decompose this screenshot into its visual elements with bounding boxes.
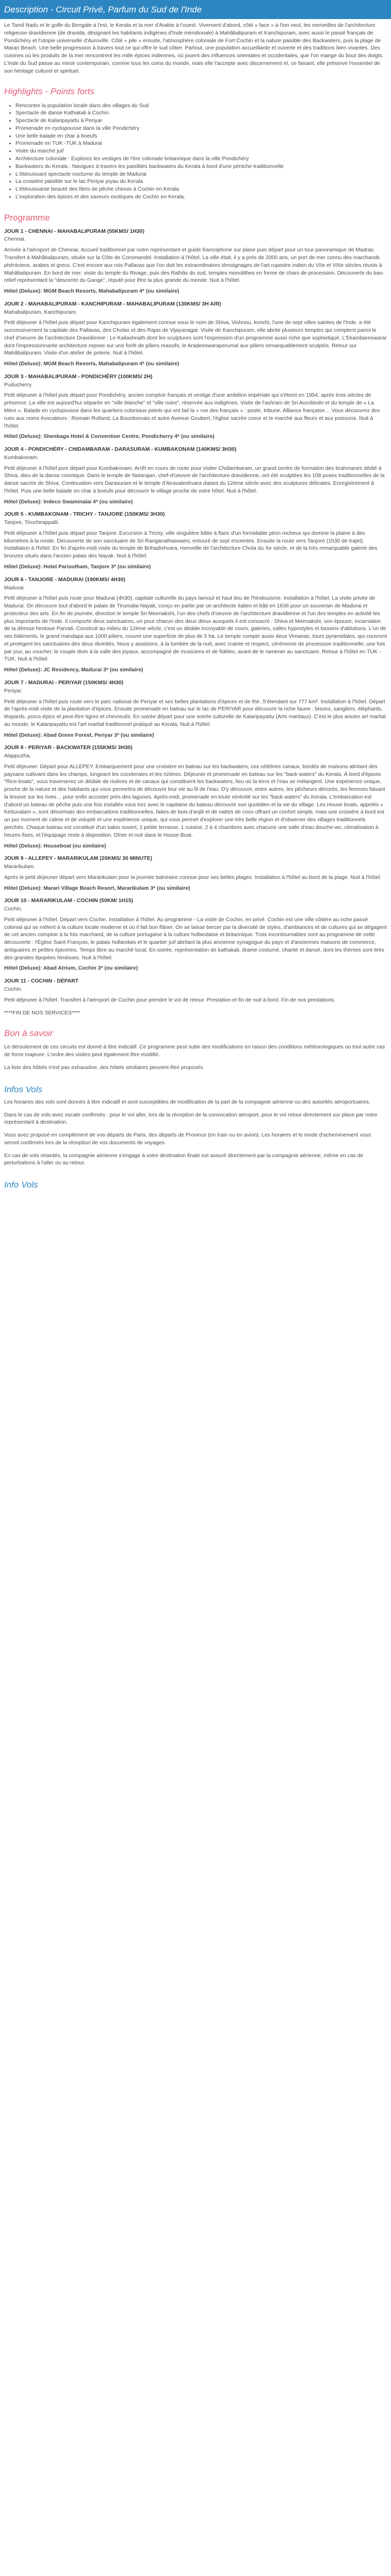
day-heading: JOUR 6 - TANJORE - MADURAI (190KMS/ 4H30) bbox=[4, 577, 125, 583]
day-block bbox=[4, 855, 387, 892]
day-city: Chennai. bbox=[4, 236, 26, 243]
day-city: Mahabalipuram, Kanchipuram. bbox=[4, 309, 77, 315]
day-description: Petit déjeuner à l'hôtel. Départ vers Cochin. Installation à l'hôtel. Au programme - La visite de Cochin, en privé. Cochin est une ville côtière au riche passé colonial qui se mêlent à la culture locale moderne et où il fait bon flâner. On se laisse bercer par la diversité de styles, d'ambiances et de cultures qui se dégagent de cet ancien comptoir à la fois marchand, de la culture portugaise à la culture hollandaise et britannique. Trois incontournables sont au programme de cette découverte : l'Église Saint François, le palais hollandais et le quartier juif abritant la plus ancienne synagogue du pays et d'anciennes maisons de commerce, antiquaires et petites épiceries. Temps libre au marché local. En soirée, représentation de kathakali, drame costumé, chanté et dansé, dont les thèmes sont tirés des grandes épopées hindoues. Nuit à l'hôtel. bbox=[4, 917, 387, 961]
flight-info-title-2: Info Vols bbox=[4, 1180, 38, 1190]
highlights-title: Highlights - Points forts bbox=[4, 87, 94, 97]
flight-info-paragraph: En cas de vols retardés, la compagnie aérienne s'engage à votre destination finale est assuré directement par la compagnie aérienne, même en cas de perturbations à l'aller ou au retour. bbox=[4, 1153, 364, 1166]
highlight-item: • Rencontre la population locale dans des villages du Sud bbox=[15, 103, 387, 110]
flight-info-section bbox=[4, 1099, 387, 1167]
day-block bbox=[4, 301, 387, 368]
page-title: Description - Circuit Privé, Parfum du Sud de l'Inde bbox=[0, 0, 391, 19]
day-block bbox=[4, 446, 387, 506]
highlight-item: • Architecture coloniale : Explorez les vestiges de l'ère coloniale britannique dans la ville Pondichéry bbox=[15, 156, 387, 163]
day-heading: JOUR 5 - KUMBAKONAM - TRICHY - TANJORE (150KMS/ 3H30) bbox=[4, 512, 165, 518]
day-block bbox=[4, 897, 387, 973]
end-note: ****FIN DE NOS SERVICES**** bbox=[4, 1010, 80, 1016]
highlight-item: • La croisière paisible sur le lac Periyar joyau du Kerala bbox=[15, 178, 387, 186]
day-block bbox=[4, 577, 387, 674]
good-to-know-paragraph: La liste des hôtels n'est pas exhaustive, des hôtels similaires peuvent être proposés bbox=[4, 1064, 203, 1071]
day-hotel: Hôtel (Deluxe): Marari Village Beach Resort, Mararikulam 3* (ou similaire) bbox=[4, 885, 190, 891]
day-city: Alappuzha. bbox=[4, 753, 31, 759]
day-city: Madurai. bbox=[4, 585, 25, 591]
day-block bbox=[4, 978, 387, 1004]
day-description: Petit déjeuner à l'hôtel. Transfert à l'aéroport de Cochin pour prendre le vol de retour. Prestation et fin de nuit à bord. Fin de nos prestations. bbox=[4, 997, 336, 1003]
day-hotel: Hôtel (Deluxe): MGM Beach Resorts, Mahabalipuram 4* (ou similaire) bbox=[4, 289, 180, 295]
day-hotel: Hôtel (Deluxe): Abad Atrium, Cochin 3* (ou similaire) bbox=[4, 965, 138, 972]
day-city: Puducherry. bbox=[4, 382, 33, 388]
highlight-item: • L'éblouissant spectacle nocturne du temple de Madurai bbox=[15, 171, 387, 179]
content bbox=[0, 22, 391, 1191]
day-hotel: Hôtel (Deluxe): Houseboat (ou similaire) bbox=[4, 843, 106, 849]
flight-info-paragraph: Vous avez proposé en complément de vos départs de Paris, des départs de Province (en train ou en avion). Les horaires et le mode d'acheminement vous seront confirmés lors de la réception de vos documents de voyages. bbox=[4, 1132, 371, 1146]
day-description: Petit déjeuner à l'hôtel puis route vers le parc national de Periyar et ses belles plantations d'épices et de thé. S'étendant sur 777 km². Installation à l'hôtel. Départ de l'après-midi visite de la plantation d'épices. Ensuite promenade en bateau sur le lac de PERIYAR pour découvrir la riche faune : bisons, sangliers, éléphants, léopards, porcs-épics et peut-être tigres et chevreuils. En soirée départ pour une soirée culturelle de Kalaripayattu (Arts martiaux). C'est le plus ancien art martial au monde, le Kalaripayattu est l'art martial traditionnel pratiqué au Kerala. Nuit à l'hôtel. bbox=[4, 699, 386, 727]
day-block bbox=[4, 680, 387, 739]
flight-info-paragraph: Dans le cas de vols avec escale confirmés : pour le vol aller, lors de la réception de la convocation aéroport, pour le vol retour directement sur place par notre représentant à destination. bbox=[4, 1112, 378, 1126]
highlight-item: • Promenade en cyclopousse dans la ville Pondichéry bbox=[15, 125, 387, 133]
day-hotel: Hôtel (Deluxe): Shenbaga Hotel & Convention Centre, Pondicherry 4* (ou similaire) bbox=[4, 434, 215, 440]
day-city: Cochin. bbox=[4, 906, 23, 912]
day-heading: JOUR 9 - ALLEPEY - MARARIKULAM (20KMS/ 30 MINUTE) bbox=[4, 856, 152, 862]
day-city: Kumbakonam. bbox=[4, 454, 39, 461]
day-hotel: Hôtel (Deluxe): MGM Beach Resorts, Mahabalipuram 4* (ou similaire) bbox=[4, 361, 180, 367]
day-city: Periyar. bbox=[4, 688, 23, 694]
highlight-item: • Spectacle de danse Kathakali à Cochin bbox=[15, 110, 387, 117]
page bbox=[0, 0, 391, 1194]
day-heading: JOUR 1 - CHENNAI - MAHABALIPURAM (55KMS/ 1H30) bbox=[4, 228, 144, 234]
day-description: Petit déjeuner à l'hôtel puis départ pour Kanchipuram également connue sous le nom de Shiva, Vishnou, konchi, l'une de sept villes saintes de l'Inde, a été successivement la capitale des Pallavas, des Cholas et des Rajas de Vijayanagar. Visite de Kanchipuram, elle abrite plusieurs temples qui comptent parmi le chef d'oeuvre de l'architecture Dravidienne : Le Kailashnath dont les sculptures sont l'expression d'un programme aussi riche que sophistiqué. L'Ekambareswarar dont l'impressionnante architecture repose sur une forêt de piliers massifs, le Aradeeswaraperumal aux piliers remarquablement sculptés. Retour sur Mahâbalipuram. Visite d'un atelier de poterie. Nuit à l'hôtel. bbox=[4, 320, 387, 357]
good-to-know-section bbox=[4, 1044, 387, 1072]
day-block bbox=[4, 744, 387, 850]
day-description: Petit déjeuner à l'hôtel puis départ pour Kumbakonam. Arrêt en cours de route pour visiter Chidambaram, un grand centre de formation des brahmanes dédié à Shiva, dieu de la danse cosmique. Dans le temple de Natarajan, chef-d'oeuvre de l'architecture dravidienne, ont été sculptées les 108 poses traditionnelles de la danse sacrée de Shiva. Continuation vers Darasuram et le temple d'Airavateshvara datant du 12ème siècle avec des sculptures délicates. Enregistrement à l'hôtel. Puis une belle balade en char à boeufs pour découvrir le village proche de votre hôtel. Nuit à l'hôtel. bbox=[4, 465, 385, 494]
day-description: Arrivée à l'aéroport de Chennai. Accueil traditionnel par notre représentant et guide francophone sur place puis départ pour un tour panoramique de Madras. Transfert à Mahâbalipuram, située sur la Côte de Coromandel. Installation à l'hôtel. La ville était, il y a près de 2000 ans, un port de mer connu des marchands phéniciens, arabes et grecs. C'est encore aux rois Pallavas que l'on doit les extraordinaires témoignages de l'art rupestre indien du VIIe et VIIIe siècles réunis à Mahâbalipuram. En bord de mer, visite du temple du Rivage, puis des Rathâs du sud, temples monolithes en forme de chars de procession. Découverte du bas-relief représentant la "descente du Gange", réputé pour être la plus grande du monde. Nuit à l'hôtel. bbox=[4, 247, 384, 284]
day-heading: JOUR 2 - MAHABALIPURAM - KANCHIPURAM - MAHABALIPURAM (130KMS/ 3H A/R) bbox=[4, 301, 221, 307]
flight-info-title: Infos Vols bbox=[4, 1084, 43, 1094]
day-hotel: Hôtel (Deluxe): Hotel Parisutham, Tanjore 3* (ou similaire) bbox=[4, 564, 151, 570]
day-description: Petit déjeuner à l'hôtel puis route pour Madurai (4h30), capitale culturelle du pays tamoul et haut lieu de l'hindouisme. Installation à l'hôtel. La visite privée de Madurai. On découvre tout d'abord le palais de Tirumalai Nayak, conçu en partie par un architecte italien et bâti en 1636 pour un souverain de Madurai et protecteur des arts. En fin de journée, direction le temple Sri Meenakshi, l'un des chefs d'oeuvre de l'architecture dravidienne et l'un des temples en activité les plus importants de l'Inde. Il comporte deux sanctuaires, un pour chacun des deux dieux auxquels il est consacré : Shiva et Meenakshi, son épouse, incarnation de la déesse hindoue Parvati. Construit au milieu du 12ème siècle, c'est un dédale incroyable de cours, galeries, salles hypostyles et bassins d'ablutions. L'un de ses bâtiments, le grand mandapa aux 1000 piliers, couvre une superficie de plus de 5 ha. Le temple compte aussi deux Vimanas, tours pyramidales, qui couvrent et protègent les sanctuaires des deux divinités. Nous y assistons, à la tombée de la nuit, avec crainte et respect, cérémonie de procession traditionnelle, une fois par jour, au coucher, le couple divin à la salle des joyaux, accompagné de musiciens et de fidèles, avant de le ramener au sanctuaire. Retour à l'hôtel en TUK -TUK. Nuit à l'hôtel. bbox=[4, 596, 387, 663]
day-heading: JOUR 10 - MARARIKULAM - COCHIN (50KM/ 1H15) bbox=[4, 898, 133, 904]
highlight-item: • Une belle balade en char à boeufs bbox=[15, 133, 387, 141]
good-to-know-title: Bon à savoir bbox=[4, 1028, 53, 1039]
day-heading: JOUR 3 - MAHABALIPURAM - PONDICHÉRY (100KMS/ 2H) bbox=[4, 374, 153, 380]
day-hotel: Hôtel (Deluxe): JC Residency, Madurai 3* (ou similaire) bbox=[4, 667, 143, 673]
day-description: Petit déjeuner. Départ pour ALLEPEY. Embarquement pour une croisière en bateau sur les backwaters, ces célèbres canaux, bordés de maisons abritant des paysans cultivant dans les champs, longeant les cocoteraies et les rizières. Déjeuner et promenade en bateau sur les "back waters" du Kerala. À bord d'épices "Rice-boats", vous traverserez un dédale de rivières et de canaux qui constituent les backwaters, lieu où la terre et l'eau se mélangent. Une expérience unique, proche de la nature et des habitants qui vous permettra de découvrir leur vie au fil de l'eau. D'y découvrir, entre autres, les pêcheurs décorés, les femmes faisant la lessive sur les rives… pour enfin accoster près des lagunes. Après-midi, promenade en toute sérénité sur les "back waters" du Kerala. L'embarcation est d'abord un bateau de pêche puis une fois installés vous irez avec le capitaine du bateau découvrir son quotidien et la vie du village. Les House boats, appelés « Kettuvalam », sont désormais des embarcations traditionnelles, faites de bois d'anjili et de nattes de coco offrant un confort simple, mais une croisière à bord est un pur moment de calme et de volupté et une expérience unique, qui vous permet d'explorer une très belle région et d'observer des villages traditionnels perchés. Chaque bateau est constitué d'un salon ouvert, 1 petite terrasse, 1 cuisine, 2 à 4 chambres avec chacune une salle d'eau douche-wc, climatisation à heures fixes, et l'équipage reste à disposition. Dîner et nuit dans le House Boat. bbox=[4, 764, 385, 838]
day-block bbox=[4, 374, 387, 441]
day-city: Cochin. bbox=[4, 987, 23, 992]
program-days bbox=[4, 228, 387, 1005]
day-description: Après le petit déjeuner départ vers Mararikulam pour la journée balnéaire connue pour ses belles plages. Installation à l'hôtel au bord de la plage. Nuit à l'hôtel. bbox=[4, 874, 382, 880]
day-hotel: Hôtel (Deluxe): Abad Green Forest, Periyar 3* (ou similaire) bbox=[4, 732, 154, 738]
highlight-item: • L'éblouissante beauté des filets de pêche chinois à Cochin en Kerala bbox=[15, 186, 387, 194]
highlight-item: • Promenade en TUK -TUK à Madurai bbox=[15, 140, 387, 148]
day-city: Tanjore, Tiruchirappalli. bbox=[4, 520, 59, 526]
good-to-know-paragraph: Le déroulement de ces circuits est donné à titre indicatif. Ce programme peut subir des modifications en raison des conditions météorologiques ou tout autre cas de force majeure. L'ordre des visites peut également être modifié. bbox=[4, 1044, 385, 1058]
day-heading: JOUR 4 - PONDICHÉRY - CHIDAMBARAM - DARASURAM - KUMBAKONAM (140KMS/ 3H30) bbox=[4, 447, 237, 453]
day-heading: JOUR 8 - PERIYAR - BACKWATER (155KMS/ 3H30) bbox=[4, 745, 133, 751]
highlight-item: • Visite du marché juif bbox=[15, 148, 387, 156]
day-heading: JOUR 7 - MADURAI - PERIYAR (150KMS/ 4H30) bbox=[4, 680, 124, 686]
highlight-item: • L'exploration des épices et des saveurs exotiques de Cochin en Kerala. bbox=[15, 194, 387, 201]
day-block bbox=[4, 228, 387, 296]
highlights-list bbox=[4, 103, 387, 201]
day-block bbox=[4, 511, 387, 571]
intro-paragraph: Le Tamil Nadu et le golfe du Bengale à l'est, le Kerala et la mer d'Arabie à l'ouest. Vivement d'abord, côté « face » à l'ion veut, les merveilles de l'architecture religieuse dravidienne (de dravida, désignant les habitants indigènes d'Inde méridionale) à Mahâbalipuram et Kanchipuram, avec aussi le passé français de Pondichéry et l'utopie universelle d'Auroville. Côté « pile » ensuite, l'atmosphère coloniale de Fort Cochin et la nature paisible des Backwaters, puis la plage de Marari Beach. Une belle progression à travers tout ce qui offre le sud côtier. Partout, une population accueillante et ouverte et des traditions bien vivantes. Des cuisines où les produits de la mer rencontrent les mille épices indiennes, où jouent des influences orientales et occidentales, que l'on mange du bout des doigts. L'Inde du Sud passe au miroir contemporain, comme tous les coins du monde, mais elle l'accepte avec discernement et, ce faisant, elle préserve l'essentiel de son héritage culturel et spirituel. bbox=[4, 23, 384, 74]
program-title: Programme bbox=[4, 212, 50, 223]
highlight-item: • Spectacle de Kalaripayattu à Periyar bbox=[15, 117, 387, 125]
day-hotel: Hôtel (Deluxe): Indeco Swaminalai 4* (ou similaire) bbox=[4, 499, 133, 505]
day-description: Petit déjeuner à l'hôtel puis départ pour Pondichéry, ancien comptoir français et vestige d'une ambition impériale qui s'éteint en 1954, après trois siècles de présence. La ville est aujourd'hui séparée en "ville blanche" et "ville noire", réservée aux indigènes. Visite de l'ashram de Sri Aurobindo et du temple de « La Mère ». Balade en cyclopousse dans les quartiers coloniaux peints qui ont fait la « rue des français » : poste, tribune, Alliance française… Vous découvrez des rues aux noms évocateurs : Romain Rolland, La Bourdonnais et autre Avenue Goubert, l'église sacrée coeur et le marché aux fleurs et aux poissons. Nuit à l'hôtel. bbox=[4, 393, 380, 429]
highlight-item: • Backwaters du Kerala : Naviguez à travers les paisibles backwaters du Kerala à bord d'une péniche traditionnelle bbox=[15, 163, 387, 171]
day-city: Mararikulam. bbox=[4, 864, 36, 870]
day-heading: JOUR 11 - COCHIN - DÉPART bbox=[4, 978, 79, 985]
flight-info-paragraph: Les horaires des vols sont donnés à titre indicatif et sont susceptibles de modification de la part de la compagnie aérienne ou des autorités aéroportuaires. bbox=[4, 1099, 370, 1105]
day-description: Petit déjeuner à l'hôtel puis départ pour Tanjore. Excursion à Trichy, ville singulière bâtie à flanc d'un formidable piton rocheux qui domine la plaine à des kilomètres à la ronde. Découverte de son sanctuaire de Sri Ranganathaswami, entouré de sept enceintes. Ensuite la route vers Tanjore (1h30 de trajet). Installation à l'hôtel. En fin d'après-midi visite du temple de Brihadishvara, merveille de l'architecture Chola du Xe siècle, et de la très remarquable galerie des bronzes situés dans l'ancien palais des Nayak. Nuit à l'hôtel. bbox=[4, 530, 378, 560]
